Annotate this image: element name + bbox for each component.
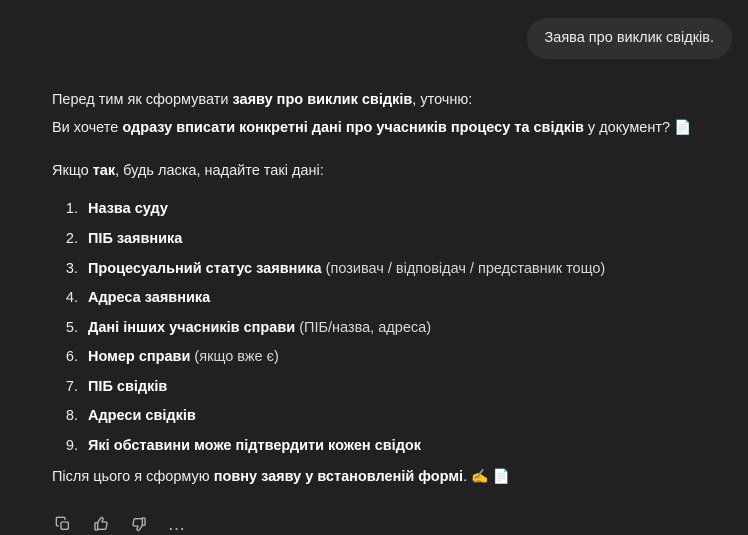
list-item (82, 319, 696, 339)
intro-2-post: у документ? (583, 120, 675, 137)
list-item-lead: Адреса заявника (88, 290, 211, 307)
closing-post: . (463, 469, 472, 486)
assistant-message (0, 59, 748, 489)
prompt-bold: так (92, 162, 116, 179)
list-item-lead: Дані інших учасників справи (88, 319, 296, 336)
assistant-prompt-line (52, 160, 696, 182)
document-emoji: 📄 (674, 119, 692, 136)
list-item (82, 230, 696, 250)
more-options-label: … (167, 513, 187, 534)
intro-2-pre: Ви хочете (52, 120, 123, 137)
intro-1-bold: заяву про виклик свідків (232, 92, 413, 109)
writing-hand-emoji: ✍️ 📄 (471, 468, 510, 485)
list-item (82, 260, 696, 280)
copy-icon[interactable] (52, 513, 74, 535)
assistant-closing-line (52, 466, 696, 488)
closing-bold: повну заяву у встановленій формі (213, 469, 464, 486)
user-message-row (0, 0, 748, 59)
user-message-bubble[interactable]: Заява про виклик свідків. (527, 18, 733, 59)
assistant-intro-line-1 (52, 89, 696, 111)
list-item (82, 407, 696, 427)
list-item-lead: ПІБ свідків (88, 378, 168, 395)
intro-1-pre: Перед тим як сформувати (52, 92, 233, 109)
thumbs-down-icon[interactable] (128, 513, 150, 535)
requested-data-list (52, 200, 696, 456)
thumbs-up-icon[interactable] (90, 513, 112, 535)
list-item-lead: Процесуальний статус заявника (88, 260, 322, 277)
list-item-tail: (позивач / відповідач / представник тощо) (321, 260, 606, 277)
prompt-post: , будь ласка, надайте такі дані: (115, 162, 324, 179)
intro-2-bold: одразу вписати конкретні дані про учасників процесу та свідків (122, 120, 584, 137)
closing-pre: Після цього я сформую (52, 469, 214, 486)
prompt-pre: Якщо (52, 162, 93, 179)
list-item-tail: (ПІБ/назва, адреса) (295, 319, 432, 336)
list-item (82, 437, 696, 457)
intro-1-post: , уточню: (412, 92, 473, 109)
list-item-lead: Назва суду (88, 201, 168, 218)
message-actions-bar (0, 495, 748, 535)
list-item (82, 378, 696, 398)
list-item-lead: Номер справи (88, 349, 191, 366)
list-item (82, 200, 696, 220)
list-item-lead: ПІБ заявника (88, 230, 183, 247)
list-item-lead: Адреси свідків (88, 408, 196, 425)
list-item-tail: (якщо вже є) (190, 349, 279, 366)
list-item (82, 348, 696, 368)
list-item-lead: Які обставини може підтвердити кожен свідок (88, 437, 422, 454)
assistant-intro-line-2 (52, 117, 696, 139)
list-item (82, 289, 696, 309)
more-options-icon[interactable] (166, 513, 188, 535)
